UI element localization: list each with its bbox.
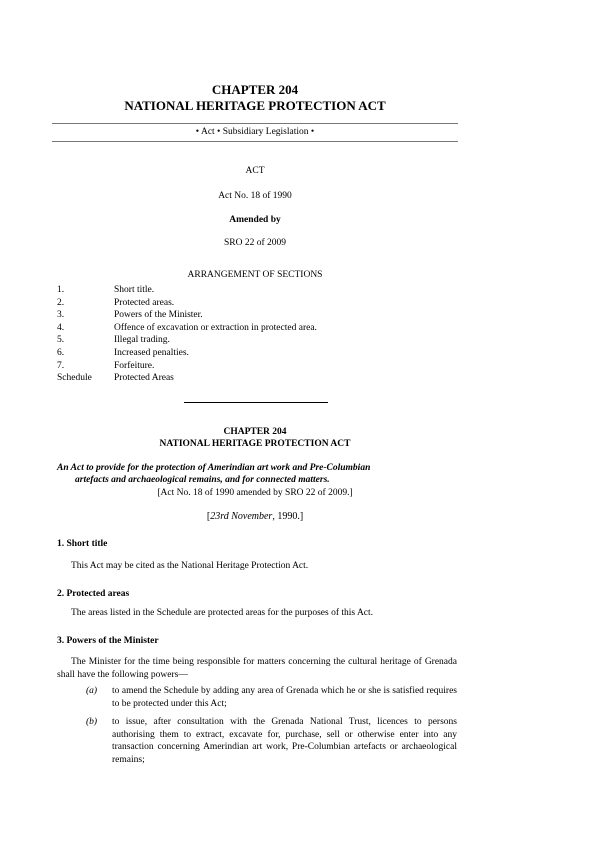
section-number: 2. <box>57 297 65 308</box>
section-3-b-label: (b) <box>86 717 98 727</box>
section-3-a-text: to amend the Schedule by adding any area of Grenada which he or she is satisfied requires to be protected under this Act; <box>112 686 457 709</box>
arrangement-heading: ARRANGEMENT OF SECTIONS <box>187 270 323 280</box>
section-title: Protected areas. <box>114 297 175 308</box>
section-2-heading: 2. Protected areas <box>57 589 130 599</box>
body-act-title: NATIONAL HERITAGE PROTECTION ACT <box>159 439 351 449</box>
top-rule <box>52 123 458 124</box>
act-title: NATIONAL HERITAGE PROTECTION ACT <box>124 98 386 113</box>
section-entry[interactable] <box>57 334 170 346</box>
amended-by: SRO 22 of 2009 <box>223 238 287 248</box>
bottom-rule <box>52 141 458 142</box>
act-label: ACT <box>245 166 265 176</box>
section-number: 3. <box>57 310 65 321</box>
section-3-a-label: (a) <box>86 686 98 696</box>
amended-label: Amended by <box>229 215 281 225</box>
section-title: Protected Areas <box>114 373 174 384</box>
long-title-line-1: An Act to provide for the protection of Amerindian art work and Pre-Columbian <box>57 463 371 473</box>
navigation-links[interactable]: • Act • Subsidiary Legislation • <box>195 127 315 137</box>
section-title: Powers of the Minister. <box>114 310 203 321</box>
section-number: 5. <box>57 335 65 346</box>
section-entry[interactable] <box>57 309 203 321</box>
section-entry[interactable] <box>57 347 189 359</box>
section-1-heading: 1. Short title <box>57 539 108 549</box>
section-title: Forfeiture. <box>114 360 155 371</box>
commencement-date: [23rd November, 1990.] <box>206 511 304 522</box>
section-entry[interactable] <box>57 297 174 309</box>
amendment-note: [Act No. 18 of 1990 amended by SRO 22 of 2009.] <box>157 488 353 498</box>
chapter-heading: CHAPTER 204 <box>211 82 299 97</box>
section-title: Illegal trading. <box>114 335 170 346</box>
section-entry[interactable] <box>57 322 317 334</box>
section-number: 1. <box>57 285 65 295</box>
long-title <box>57 462 457 486</box>
body-chapter-heading: CHAPTER 204 <box>223 427 287 437</box>
section-3-b-text: to issue, after consultation with the Grenada National Trust, licences to persons authorising them to extract, excavate for, purchase, sell or otherwise enter into any transaction concerning Amerindian art work, Pre-Columbian artefacts or archaeological remains; <box>112 717 457 765</box>
section-title: Offence of excavation or extraction in protected area. <box>114 322 317 333</box>
section-3-text: The Minister for the time being responsible for matters concerning the cultural heritage of Grenada shall have the following powers— <box>57 657 457 680</box>
section-number: Schedule <box>57 373 92 384</box>
section-title: Increased penalties. <box>114 348 189 358</box>
section-number: 4. <box>57 322 65 333</box>
section-entry[interactable] <box>57 372 174 384</box>
separator-line <box>184 402 328 403</box>
long-title-line-2: artefacts and archaeological remains, and for connected matters. <box>75 475 330 485</box>
section-1-text: This Act may be cited as the National Heritage Protection Act. <box>71 561 309 571</box>
section-entry[interactable] <box>57 360 154 372</box>
act-number: Act No. 18 of 1990 <box>218 191 292 201</box>
section-number: 6. <box>57 348 65 358</box>
section-2-text: The areas listed in the Schedule are protected areas for the purposes of this Act. <box>71 608 374 618</box>
section-entry[interactable] <box>57 284 154 296</box>
section-title: Short title. <box>114 285 155 295</box>
section-number: 7. <box>57 360 65 371</box>
section-3-heading: 3. Powers of the Minister <box>57 636 159 646</box>
